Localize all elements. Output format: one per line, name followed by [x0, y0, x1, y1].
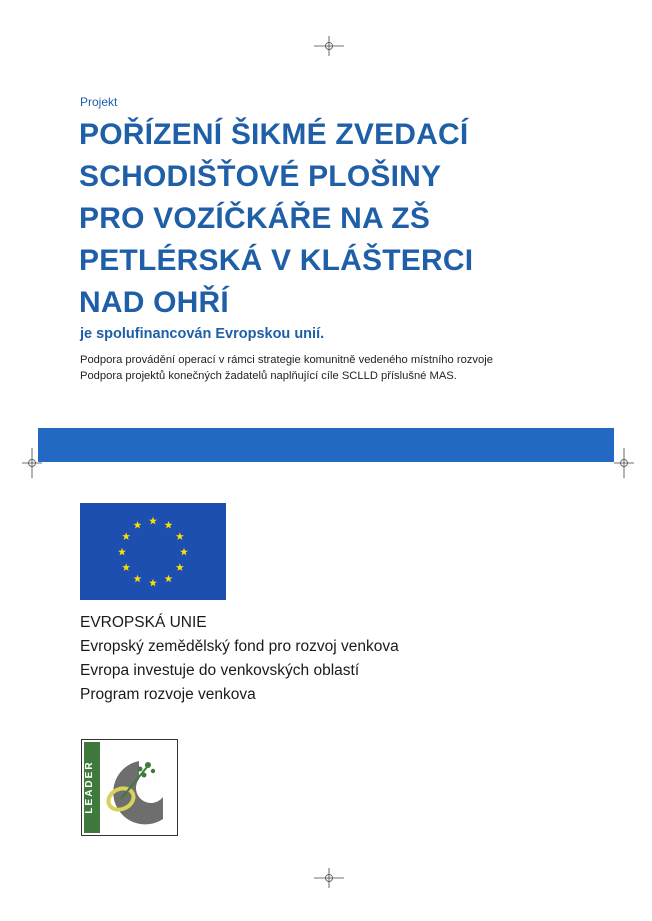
eu-star-icon — [118, 548, 126, 556]
eu-star-icon — [165, 521, 173, 529]
eu-star-icon — [134, 575, 142, 583]
eu-star-icon — [176, 563, 184, 571]
support-note: Podpora projektů konečných žadatelů naplňující cíle SCLLD příslušné MAS. — [80, 370, 457, 382]
support-note: Podpora provádění operací v rámci strategie komunitně vedeného místního rozvoje — [80, 354, 493, 366]
eu-star-icon — [149, 579, 157, 587]
eu-star-icon — [134, 521, 142, 529]
eu-star-icon — [165, 575, 173, 583]
project-kicker: Projekt — [80, 95, 118, 109]
registration-mark — [22, 448, 42, 478]
title-line: SCHODIŠŤOVÉ PLOŠINY — [79, 160, 442, 193]
eu-star-icon — [122, 532, 130, 540]
title-line: PRO VOZÍČKÁŘE NA ZŠ — [79, 202, 431, 235]
title-line: NAD OHŘÍ — [79, 286, 229, 319]
eu-heading: EVROPSKÁ UNIE — [80, 614, 207, 631]
title-line: PETLÉRSKÁ V KLÁŠTERCI — [79, 244, 474, 277]
blue-divider-band — [38, 428, 614, 462]
registration-mark — [614, 448, 634, 478]
eu-star-icon — [149, 517, 157, 525]
eu-invest-line: Evropa investuje do venkovských oblastí — [80, 662, 360, 679]
title-line: POŘÍZENÍ ŠIKMÉ ZVEDACÍ — [79, 118, 469, 151]
eu-flag — [80, 503, 226, 600]
registration-mark — [314, 36, 344, 56]
cofinancing-subtitle: je spolufinancován Evropskou unií. — [80, 326, 325, 342]
eu-star-icon — [122, 563, 130, 571]
document-title — [79, 114, 599, 324]
eu-star-icon — [180, 548, 188, 556]
leader-wordmark: LEADER — [84, 760, 95, 814]
eu-star-icon — [176, 532, 184, 540]
leader-logo — [81, 739, 178, 836]
eu-program-line: Program rozvoje venkova — [80, 686, 256, 703]
eu-stars-circle — [80, 503, 226, 600]
eu-fund-line: Evropský zemědělský fond pro rozvoj venkova — [80, 638, 399, 655]
registration-mark — [314, 868, 344, 888]
